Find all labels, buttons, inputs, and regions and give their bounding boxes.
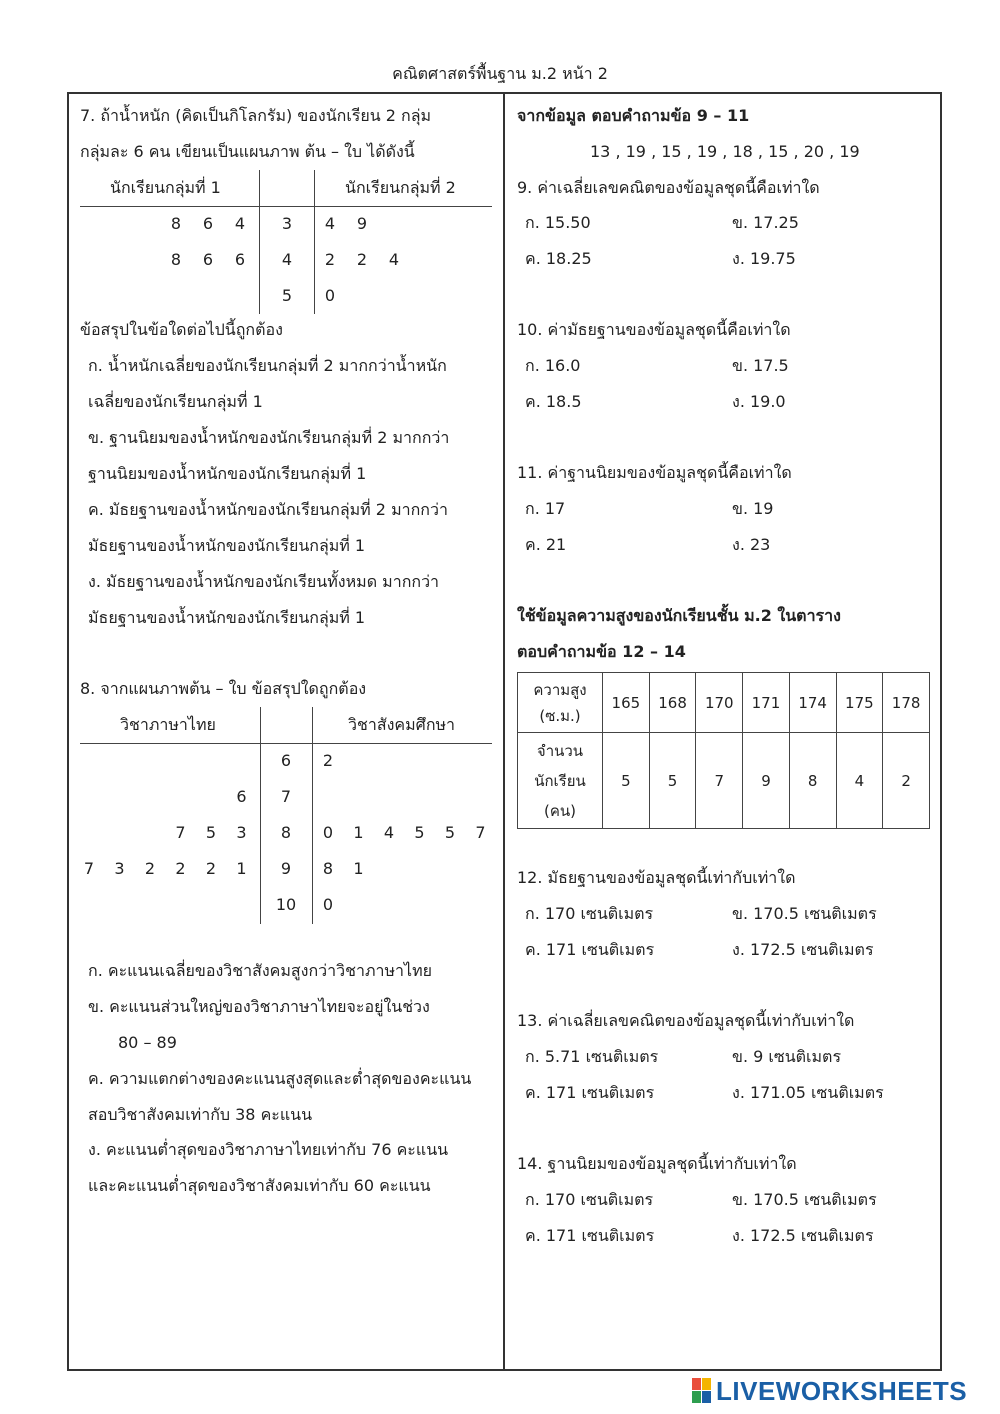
q7-right-leaf: 4 <box>324 214 336 233</box>
q7-option-c: ค. มัธยฐานของน้ำหนักของนักเรียนกลุ่มที่ 2 มากกว่า <box>88 500 448 519</box>
q8-option-d-cont: และคะแนนต่ำสุดของวิชาสังคมเท่ากับ 60 คะแนน <box>88 1176 431 1195</box>
q11-choice-d[interactable]: ง. 23 <box>732 535 771 554</box>
q7-right-header: นักเรียนกลุ่มที่ 2 <box>345 178 456 197</box>
q7-right-leaf: 2 <box>324 250 336 269</box>
q9-question: 9. ค่าเฉลี่ยเลขคณิตของข้อมูลชุดนี้คือเท่าใด <box>517 178 820 197</box>
liveworksheets-logo <box>690 1376 990 1406</box>
q8-stem: 7 <box>280 787 292 806</box>
q11-choice-a[interactable]: ก. 17 <box>525 499 566 518</box>
q10-choice-d[interactable]: ง. 19.0 <box>732 392 786 411</box>
q12-choice-c[interactable]: ค. 171 เซนติเมตร <box>525 940 655 959</box>
q7-left-leaf: 6 <box>234 250 246 269</box>
liveworksheets-logo-icon <box>692 1378 712 1404</box>
q8-left-leaf: 3 <box>114 859 125 878</box>
q8-left-leaf: 6 <box>236 787 247 806</box>
q7-stem: 3 <box>281 214 293 233</box>
q8-stem: 6 <box>280 751 292 770</box>
q7-right-leaf: 2 <box>356 250 368 269</box>
q7-prompt: ข้อสรุปในข้อใดต่อไปนี้ถูกต้อง <box>80 320 283 339</box>
q7-left-leaf: 4 <box>234 214 246 233</box>
q8-stem: 10 <box>275 895 297 914</box>
q12-choice-a[interactable]: ก. 170 เซนติเมตร <box>525 904 654 923</box>
q8-right-leaf: 5 <box>444 823 456 842</box>
q8-left-leaf: 7 <box>175 823 186 842</box>
q8-option-d: ง. คะแนนต่ำสุดของวิชาภาษาไทยเท่ากับ 76 คะแนน <box>88 1140 449 1159</box>
page-header: คณิตศาสตร์พื้นฐาน ม.2 หน้า 2 <box>392 64 608 83</box>
q7-option-b-cont: ฐานนิยมของน้ำหนักของนักเรียนกลุ่มที่ 1 <box>88 464 367 483</box>
q7-option-d-cont: มัธยฐานของน้ำหนักของนักเรียนกลุ่มที่ 1 <box>88 608 366 627</box>
count-row <box>518 733 930 829</box>
q8-stem: 8 <box>280 823 292 842</box>
q8-stem-rule-left <box>260 707 261 924</box>
q7-option-a-cont: เฉลี่ยของนักเรียนกลุ่มที่ 1 <box>88 392 263 411</box>
q9-choice-d[interactable]: ง. 19.75 <box>732 249 796 268</box>
q8-right-header: วิชาสังคมศึกษา <box>348 715 456 734</box>
q8-left-header: วิชาภาษาไทย <box>120 715 216 734</box>
q7-stem-rule-left <box>259 170 260 314</box>
count-value: 7 <box>696 733 743 829</box>
q7-line2: กลุ่มละ 6 คน เขียนเป็นแผนภาพ ต้น – ใบ ได้ดังนี้ <box>80 142 415 161</box>
q8-stem-rule-right <box>312 707 313 924</box>
height-table <box>517 672 930 829</box>
q12-question: 12. มัธยฐานของข้อมูลชุดนี้เท่ากับเท่าใด <box>517 868 796 887</box>
q8-option-c-cont: สอบวิชาสังคมเท่ากับ 38 คะแนน <box>88 1105 313 1124</box>
count-value: 4 <box>836 733 883 829</box>
count-label-line1: จำนวน <box>536 741 584 760</box>
q7-left-leaf: 8 <box>170 250 182 269</box>
q11-choice-c[interactable]: ค. 21 <box>525 535 567 554</box>
q9-choice-c[interactable]: ค. 18.25 <box>525 249 592 268</box>
q7-option-b: ข. ฐานนิยมของน้ำหนักของนักเรียนกลุ่มที่ 2 มากกว่า <box>88 428 450 447</box>
q7-left-header: นักเรียนกลุ่มที่ 1 <box>110 178 221 197</box>
q7-right-leaf: 4 <box>388 250 400 269</box>
q7-left-leaf: 6 <box>202 250 214 269</box>
q14-choice-c[interactable]: ค. 171 เซนติเมตร <box>525 1226 655 1245</box>
q13-question: 13. ค่าเฉลี่ยเลขคณิตของข้อมูลชุดนี้เท่ากับเท่าใด <box>517 1011 855 1030</box>
q7-left-leaf: 8 <box>170 214 182 233</box>
count-value: 5 <box>649 733 696 829</box>
height-row <box>518 673 930 733</box>
q13-choice-a[interactable]: ก. 5.71 เซนติเมตร <box>525 1047 659 1066</box>
q14-choice-b[interactable]: ข. 170.5 เซนติเมตร <box>732 1190 877 1209</box>
q8-left-leaf: 7 <box>83 859 95 878</box>
q13-choice-c[interactable]: ค. 171 เซนติเมตร <box>525 1083 655 1102</box>
q8-stem: 9 <box>280 859 292 878</box>
height-value: 165 <box>603 673 650 733</box>
q8-left-leaf: 2 <box>205 859 217 878</box>
q7-right-leaf: 0 <box>324 286 336 305</box>
q11-question: 11. ค่าฐานนิยมของข้อมูลชุดนี้คือเท่าใด <box>517 463 792 482</box>
data-values: 13 , 19 , 15 , 19 , 18 , 15 , 20 , 19 <box>590 142 860 161</box>
column-divider <box>503 92 505 1371</box>
q8-left-leaf: 2 <box>144 859 156 878</box>
q8-right-leaf: 1 <box>353 823 364 842</box>
q13-choice-b[interactable]: ข. 9 เซนติเมตร <box>732 1047 842 1066</box>
q9-choice-a[interactable]: ก. 15.50 <box>525 213 591 232</box>
q7-header-rule <box>80 206 492 207</box>
q8-left-leaf: 2 <box>175 859 186 878</box>
q8-right-leaf: 0 <box>322 895 334 914</box>
q8-option-a: ก. คะแนนเฉลี่ยของวิชาสังคมสูงกว่าวิชาภาษาไทย <box>88 961 432 980</box>
q7-left-leaf: 6 <box>202 214 214 233</box>
count-value: 9 <box>743 733 790 829</box>
q7-stem: 5 <box>281 286 293 305</box>
q7-line1: 7. ถ้าน้ำหนัก (คิดเป็นกิโลกรัม) ของนักเรียน 2 กลุ่ม <box>80 106 432 125</box>
q14-choice-d[interactable]: ง. 172.5 เซนติเมตร <box>732 1226 874 1245</box>
height-value: 175 <box>836 673 883 733</box>
q8-right-leaf: 7 <box>475 823 486 842</box>
q10-choice-a[interactable]: ก. 16.0 <box>525 356 581 375</box>
q14-choice-a[interactable]: ก. 170 เซนติเมตร <box>525 1190 654 1209</box>
q11-choice-b[interactable]: ข. 19 <box>732 499 774 518</box>
liveworksheets-logo-text: LIVEWORKSHEETS <box>716 1376 968 1406</box>
q12-choice-b[interactable]: ข. 170.5 เซนติเมตร <box>732 904 877 923</box>
q8-left-leaf: 3 <box>236 823 247 842</box>
q8-option-b: ข. คะแนนส่วนใหญ่ของวิชาภาษาไทยจะอยู่ในช่วง <box>88 997 430 1016</box>
height-label-line1: ความสูง <box>533 680 587 699</box>
q8-right-leaf: 0 <box>322 823 334 842</box>
q9-choice-b[interactable]: ข. 17.25 <box>732 213 799 232</box>
q7-right-leaf: 9 <box>356 214 368 233</box>
height-label-line2: (ซ.ม.) <box>539 706 581 725</box>
count-label-line3: (คน) <box>544 801 576 820</box>
count-value: 8 <box>789 733 836 829</box>
height-value: 171 <box>743 673 790 733</box>
q8-left-leaf: 5 <box>205 823 217 842</box>
q10-choice-b[interactable]: ข. 17.5 <box>732 356 789 375</box>
table-intro-line2: ตอบคำถามข้อ 12 – 14 <box>517 642 686 661</box>
q7-option-d: ง. มัธยฐานของน้ำหนักของนักเรียนทั้งหมด มากกว่า <box>88 572 440 591</box>
q10-question: 10. ค่ามัธยฐานของข้อมูลชุดนี้คือเท่าใด <box>517 320 791 339</box>
q8-line1: 8. จากแผนภาพต้น – ใบ ข้อสรุปใดถูกต้อง <box>80 679 367 698</box>
q13-choice-d[interactable]: ง. 171.05 เซนติเมตร <box>732 1083 884 1102</box>
q7-option-a: ก. น้ำหนักเฉลี่ยของนักเรียนกลุ่มที่ 2 มากกว่าน้ำหนัก <box>88 356 447 375</box>
q7-stem: 4 <box>281 250 293 269</box>
q8-header-rule <box>80 743 492 744</box>
q8-right-leaf: 4 <box>383 823 395 842</box>
q7-stem-rule-right <box>314 170 315 314</box>
height-value: 170 <box>696 673 743 733</box>
height-value: 178 <box>883 673 930 733</box>
q12-choice-d[interactable]: ง. 172.5 เซนติเมตร <box>732 940 874 959</box>
table-intro-line1: ใช้ข้อมูลความสูงของนักเรียนชั้น ม.2 ในตาราง <box>517 606 841 625</box>
height-value: 168 <box>649 673 696 733</box>
count-label-cell <box>518 733 603 829</box>
height-value: 174 <box>789 673 836 733</box>
q14-question: 14. ฐานนิยมของข้อมูลชุดนี้เท่ากับเท่าใด <box>517 1154 797 1173</box>
q8-left-leaf: 1 <box>236 859 247 878</box>
count-label-line2: นักเรียน <box>534 771 586 790</box>
q7-option-c-cont: มัธยฐานของน้ำหนักของนักเรียนกลุ่มที่ 1 <box>88 536 366 555</box>
q8-option-b-cont: 80 – 89 <box>118 1033 177 1052</box>
q8-right-leaf: 2 <box>322 751 334 770</box>
q10-choice-c[interactable]: ค. 18.5 <box>525 392 582 411</box>
height-label-cell <box>518 673 603 733</box>
q8-right-leaf: 8 <box>322 859 334 878</box>
q8-option-c: ค. ความแตกต่างของคะแนนสูงสุดและต่ำสุดของคะแนน <box>88 1069 472 1088</box>
count-value: 5 <box>603 733 650 829</box>
q8-right-leaf: 5 <box>414 823 425 842</box>
count-value: 2 <box>883 733 930 829</box>
data-intro: จากข้อมูล ตอบคำถามข้อ 9 – 11 <box>517 106 750 125</box>
q8-right-leaf: 1 <box>353 859 364 878</box>
